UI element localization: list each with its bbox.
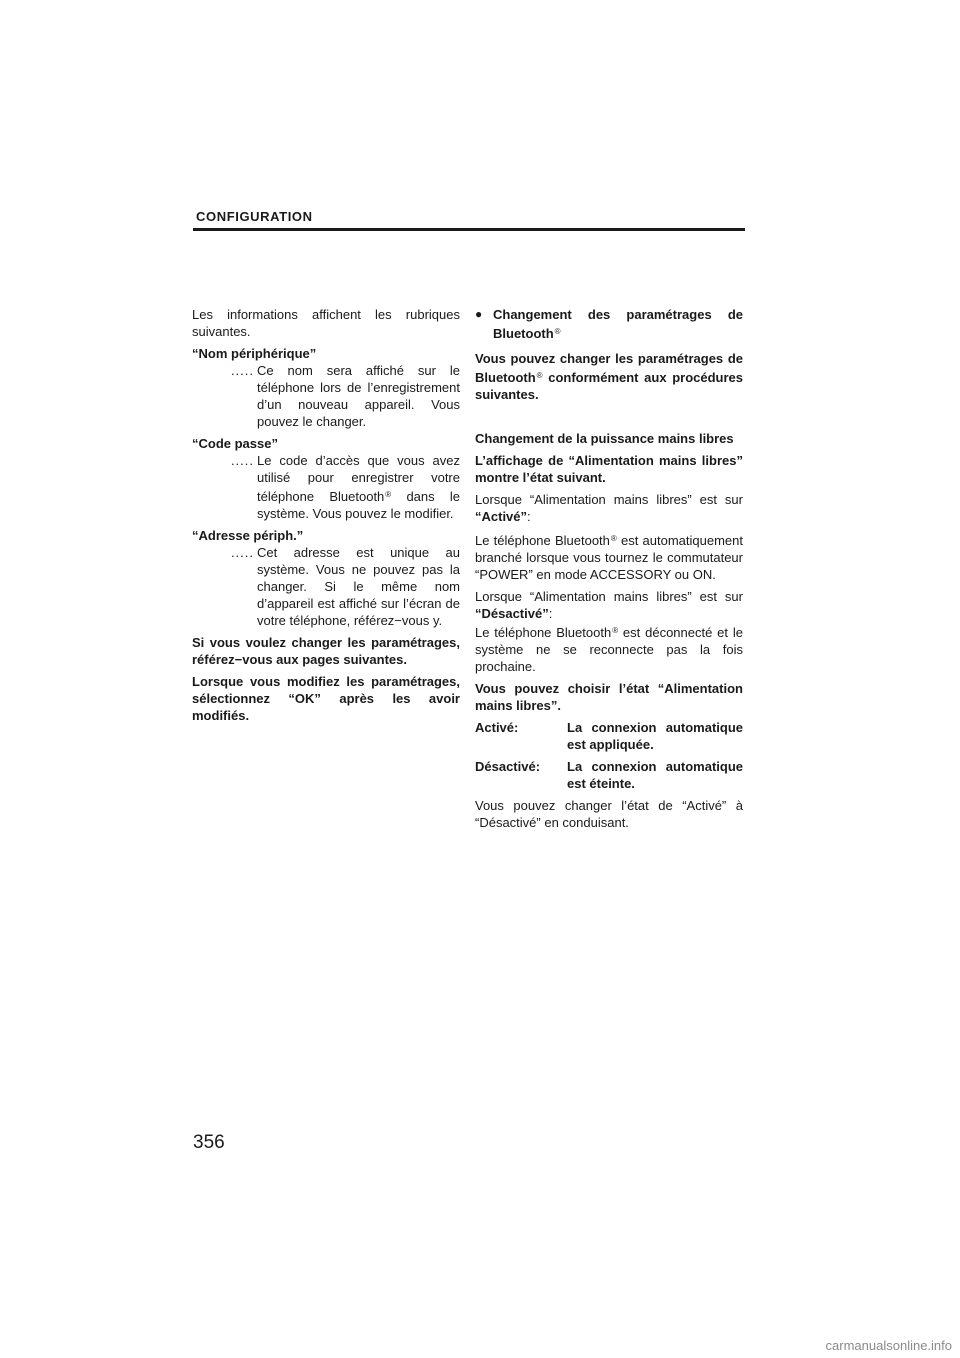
intro-part: conformément aux procédures suivantes. — [475, 370, 743, 402]
term-passcode: “Code passe” — [192, 436, 278, 451]
text-part: : — [527, 509, 531, 524]
text-part: : — [548, 606, 553, 621]
text-part: Lorsque “Alimentation mains libres” est sur — [475, 492, 743, 507]
driving-note: Vous pouvez changer l’état de “Activé” à “Désactivé” en conduisant. — [475, 798, 743, 830]
off-description — [475, 622, 743, 675]
state-row-off — [475, 758, 743, 792]
leader-dots: ..... — [230, 363, 254, 378]
change-settings-note: Si vous voulez changer les paramétrages, référez−vous aux pages suivantes. — [192, 635, 460, 667]
definition-text — [257, 452, 460, 522]
state-key: Désactivé: — [475, 759, 541, 774]
procedure-intro — [475, 350, 743, 403]
right-column — [475, 306, 743, 836]
header-divider — [193, 228, 745, 231]
state-key: Activé: — [475, 720, 519, 735]
display-note: L’affichage de “Alimentation mains libres” montre l’état suivant. — [475, 453, 743, 485]
definition-passcode — [192, 452, 460, 522]
when-on-line — [475, 491, 743, 525]
select-ok-note: Lorsque vous modifiez les paramétrages, sélectionnez “OK” après les avoir modifiés. — [192, 674, 460, 723]
text-part: Lorsque “Alimentation mains libres” est sur — [475, 589, 743, 604]
on-description — [475, 530, 743, 583]
left-column — [192, 306, 460, 729]
state-value: La connexion automatique est éteinte. — [567, 759, 743, 791]
bullet-icon: ● — [475, 307, 483, 321]
definition-text: Ce nom sera affiché sur le téléphone lors de l’enregistrement d’un nouveau appareil. Vous pouvez le changer. — [257, 363, 460, 429]
watermark: carmanualsonline.info — [825, 1338, 952, 1353]
leader-dots: ..... — [230, 453, 254, 468]
registered-mark: ® — [554, 327, 561, 336]
choose-state-note: Vous pouvez choisir l’état “Alimentation mains libres”. — [475, 681, 743, 713]
state-off-label: “Désactivé” — [475, 606, 549, 621]
definition-text-part: Le code d’accès que vous avez utilisé pour enregistrer votre téléphone Bluetooth — [257, 453, 460, 504]
text-part: Le téléphone Bluetooth — [475, 625, 612, 640]
registered-mark: ® — [612, 626, 619, 635]
definition-device-address — [192, 544, 460, 629]
term-device-address: “Adresse périph.” — [192, 528, 304, 543]
text-part: Le téléphone Bluetooth — [475, 533, 610, 548]
term-device-name: “Nom périphérique” — [192, 346, 317, 361]
state-value: La connexion automatique est appliquée. — [567, 720, 743, 752]
registered-mark: ® — [610, 534, 617, 543]
bullet-heading-text — [493, 306, 743, 342]
registered-mark: ® — [385, 490, 392, 499]
state-on-label: “Activé” — [475, 509, 528, 524]
spacer — [475, 408, 743, 430]
leader-dots: ..... — [230, 545, 254, 560]
registered-mark: ® — [536, 371, 543, 380]
page-number: 356 — [193, 1132, 225, 1153]
definition-device-name — [192, 362, 460, 430]
section-title: CONFIGURATION — [196, 209, 313, 224]
definition-text: Cet adresse est unique au système. Vous ne pouvez pas la changer. Si le même nom d’appareil est affiché sur l’écran de votre téléphone, référez−vous y. — [257, 545, 460, 628]
bullet-heading — [475, 306, 743, 342]
definition-text-part: dans le système. Vous pouvez le modifier. — [257, 489, 460, 521]
intro-paragraph: Les informations affichent les rubriques suivantes. — [192, 307, 460, 339]
intro-part: Vous pouvez changer les paramétrages de Bluetooth — [475, 351, 743, 385]
subheading: Changement de la puissance mains libres — [475, 431, 734, 446]
heading-text: Changement des paramétrages de Bluetooth — [493, 307, 743, 341]
text-part: est automatiquement branché lorsque vous tournez le commutateur “POWER” en mode ACCESSORY ou ON. — [475, 533, 743, 582]
text-part: est déconnecté et le système ne se reconnecte pas la fois prochaine. — [475, 625, 743, 674]
when-off-line — [475, 588, 743, 622]
state-row-on — [475, 719, 743, 753]
